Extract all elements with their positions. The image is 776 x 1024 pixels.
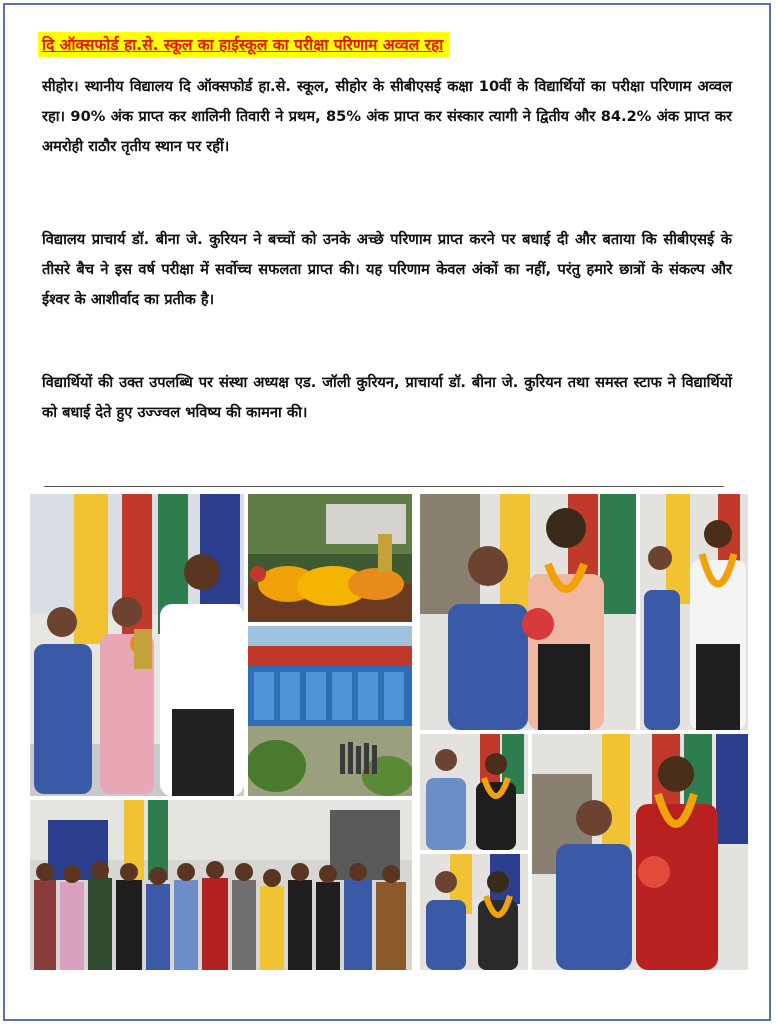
photo-principal-student-small-1 [420,734,528,850]
photo-principal-boy-garland [640,494,748,730]
headline-container [38,32,449,57]
photo-trophy-presentation [30,494,244,796]
photo-principal-boy-red-shirt [532,734,748,970]
photo-principal-student-small-2 [420,854,528,970]
paragraph-principal-message: विद्यालय प्राचार्य डॉ. बीना जे. कुरियन ने बच्चों को उनके अच्छे परिणाम प्राप्त करने पर बधाई दी और बताया कि सीबीएसई के तीसरे बैच ने इस वर्ष परीक्षा में सर्वोच्च सफलता प्राप्त की। यह परिणाम केवल अंकों का नहीं, परंतु हमारे छात्रों के संकल्प और ईश्वर के आशीर्वाद का प्रतीक है। [42,231,732,308]
paragraph-results: सीहोर। स्थानीय विद्यालय दि ऑक्सफोर्ड हा.से. स्कूल, सीहोर के सीबीएसई कक्षा 10वीं के विद्यार्थियों का परीक्षा परिणाम अव्वल रहा। 90% अंक प्राप्त कर शालिनी तिवारी ने प्रथम, 85% अंक प्राप्त कर संस्कार त्यागी ने द्वितीय और 84.2% अंक प्राप्त कर अमरोही राठौर तृतीय स्थान पर रहीं। [42,78,732,155]
paragraph-congratulations: विद्यार्थियों की उक्त उपलब्धि पर संस्था अध्यक्ष एड. जॉली कुरियन, प्राचार्या डॉ. बीना जे. कुरियन तथा समस्त स्टाफ ने विद्यार्थियों को बधाई देते हुए उज्ज्वल भविष्य की कामना की। [42,374,732,421]
photo-school-building [248,626,412,796]
photo-group-students-staff [30,800,412,970]
photo-marigold-garlands [248,494,412,622]
headline: दि ऑक्सफोर्ड हा.से. स्कूल का हाईस्कूल का परीक्षा परिणाम अव्वल रहा [38,32,449,57]
section-divider [44,486,724,487]
photo-principal-girl-garland [420,494,636,730]
